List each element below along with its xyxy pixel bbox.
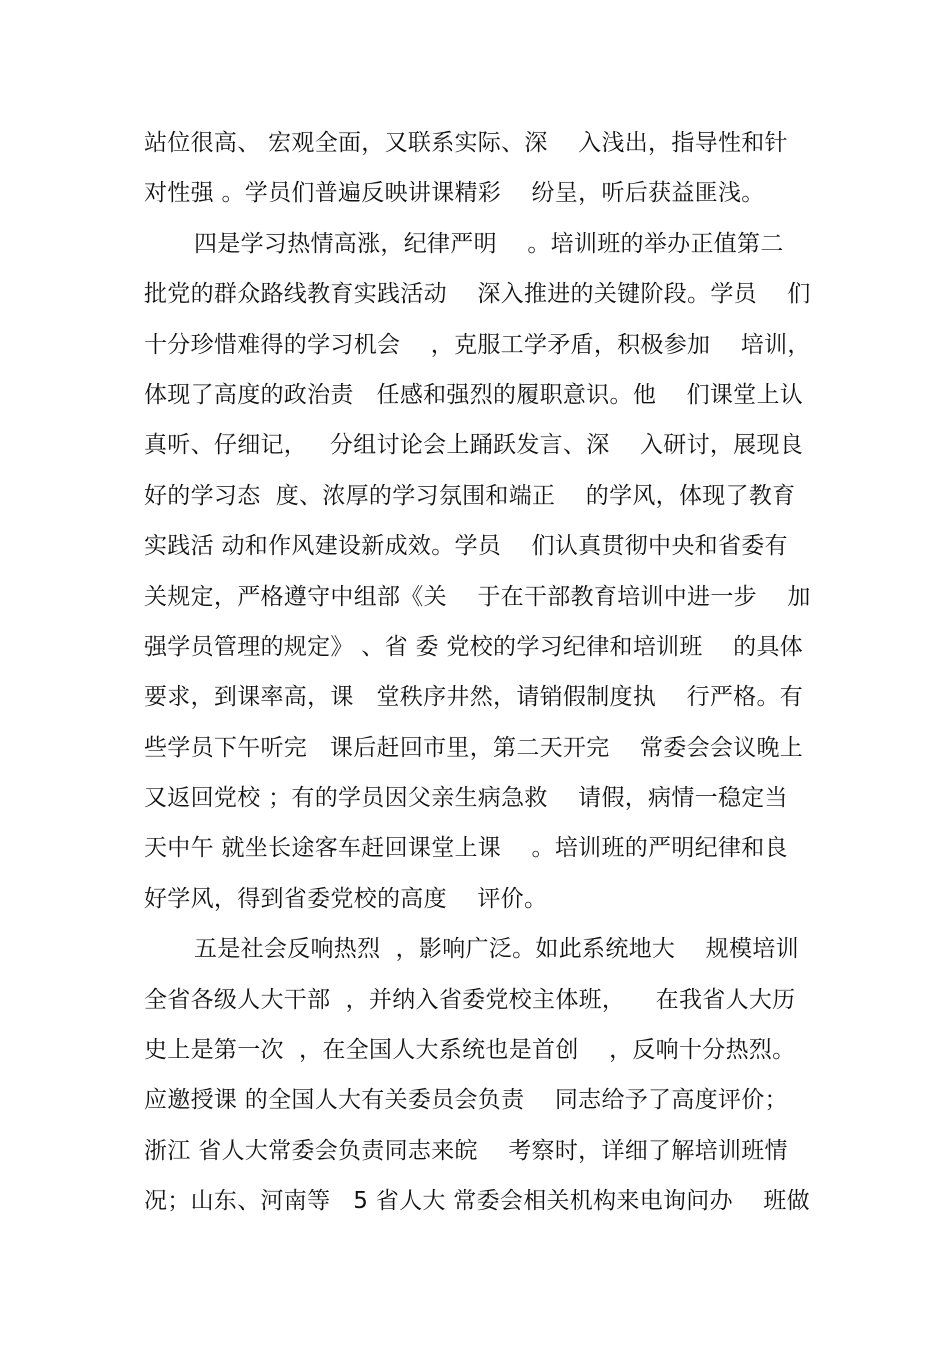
text-line: 况；山东、河南等 5 省人大 常委会相关机构来电询问办 班做 — [144, 1188, 810, 1215]
text-line: 好的学习态 度、浓厚的学习氛围和端正 的学风，体现了教育 — [144, 482, 796, 509]
text-line: 些学员下午听完 课后赶回市里，第二天开完 常委会会议晚上 — [144, 734, 804, 761]
text-line: 强学员管理的规定》 、省 委 党校的学习纪律和培训班 的具体 — [144, 633, 804, 660]
text-line: 全省各级人大干部 ，并纳入省委党校主体班， 在我省人大历 — [144, 986, 796, 1013]
text-line: 十分珍惜难得的学习机会 ，克服工学矛盾，积极参加 培训， — [144, 331, 811, 358]
text-line: 真听、仔细记， 分组讨论会上踊跃发言、深 入研讨，展现良 — [144, 432, 804, 459]
text-line: 实践活 动和作风建设新成效。学员 们认真贯彻中央和省委有 — [144, 533, 788, 560]
body-text — [144, 118, 824, 1227]
text-line: 体现了高度的政治责 任感和强烈的履职意识。他 们课堂上认 — [144, 381, 804, 408]
text-line: 关规定，严格遵守中组部《关 于在干部教育培训中进一步 加 — [144, 583, 811, 610]
text-line: 对性强 。学员们普遍反映讲课精彩 纷呈，听后获益匪浅。 — [144, 180, 765, 207]
text-line: 站位很高、 宏观全面，又联系实际、深 入浅出，指导性和针 — [144, 130, 788, 156]
text-line: 史上是第一次 ，在全国人大系统也是首创 ，反响十分热烈。 — [144, 1037, 796, 1064]
text-line: 批党的群众路线教育实践活动 深入推进的关键阶段。学员 们 — [144, 281, 811, 308]
text-line: 天中午 就坐长途客车赶回课堂上课 。培训班的严明纪律和良 — [144, 835, 788, 862]
paragraph-start-line: 四是学习热情高涨，纪律严明 。培训班的举办正值第二 — [194, 230, 784, 257]
text-line: 要求，到课率高，课 堂秩序井然，请销假制度执 行严格。有 — [144, 684, 804, 711]
text-line: 好学风，得到省委党校的高度 评价。 — [144, 885, 548, 912]
text-line: 浙江 省人大常委会负责同志来皖 考察时，详细了解培训班情 — [144, 1137, 788, 1164]
text-line: 应邀授课 的全国人大有关委员会负责 同志给予了高度评价； — [144, 1087, 788, 1114]
text-line: 又返回党校 ；有的学员因父亲生病急救 请假，病情一稳定当 — [144, 785, 788, 812]
paragraph-start-line: 五是社会反响热烈 ，影响广泛。如此系统地大 规模培训 — [194, 936, 799, 963]
